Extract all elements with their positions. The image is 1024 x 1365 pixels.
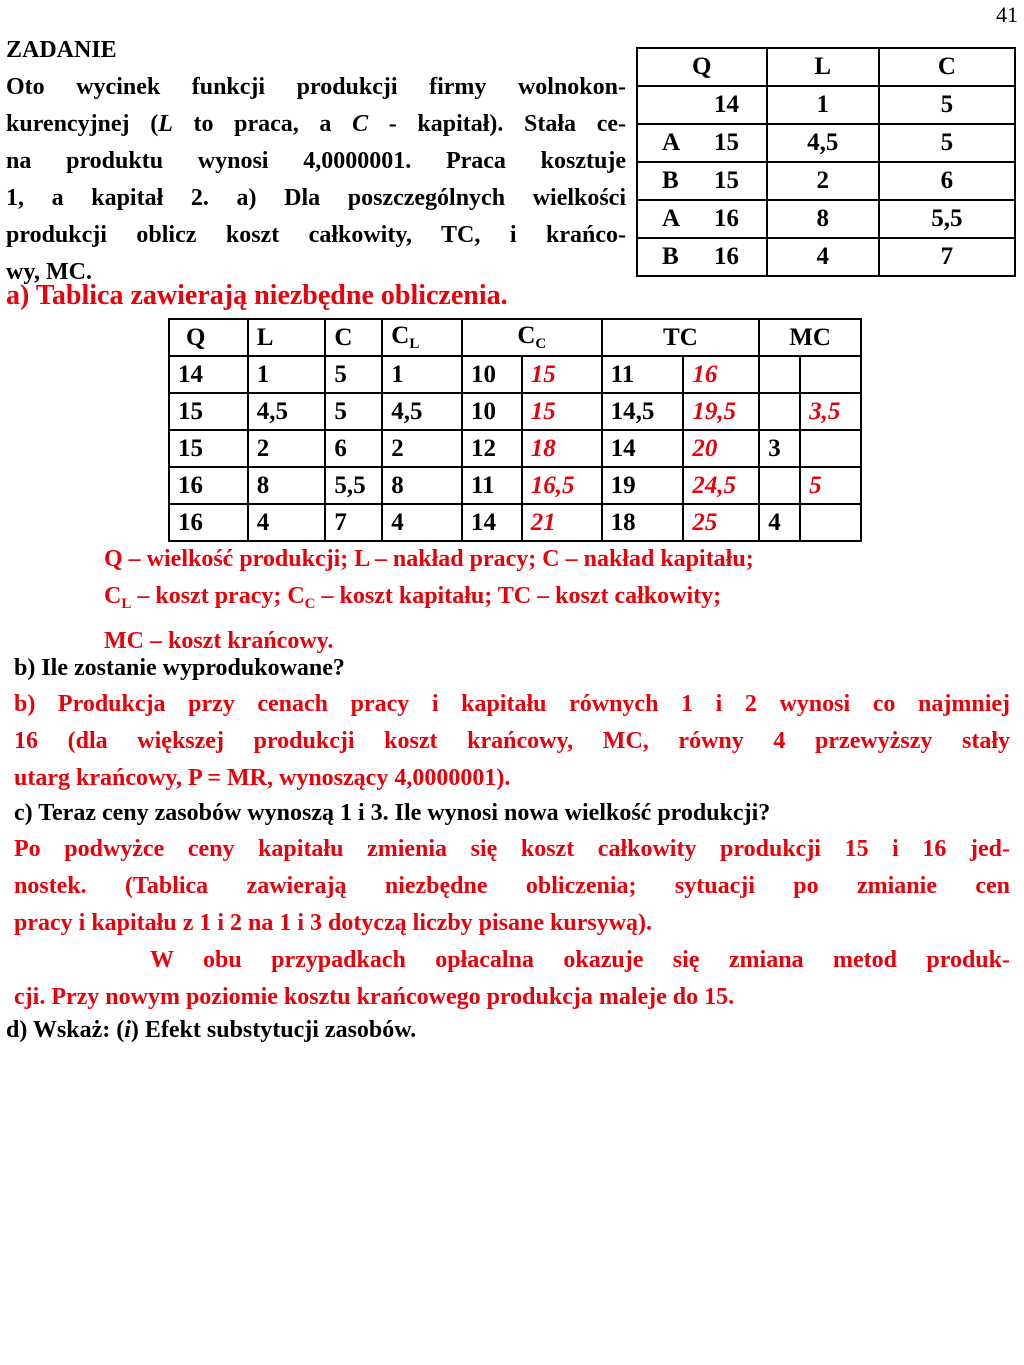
intro-line-5: produkcji oblicz koszt całkowity, TC, i krańco- [6, 222, 626, 248]
header-l: L [767, 48, 879, 86]
intro-line-6: wy, MC. [6, 259, 92, 285]
intro-line-3: na produktu wynosi 4,0000001. Praca kosztuje [6, 148, 626, 174]
table-row [637, 200, 1015, 238]
task-intro [6, 32, 626, 291]
l-cell: 4 [248, 504, 326, 541]
cl-cell: 4 [382, 504, 462, 541]
cl-cell: 8 [382, 467, 462, 504]
table-row [169, 356, 861, 393]
mc-cell: 3 [759, 430, 800, 467]
header-mc: MC [759, 319, 861, 356]
cc-cell: 10 [462, 356, 522, 393]
table-row [637, 124, 1015, 162]
q-cell: A 16 [637, 200, 767, 238]
table-header-row [637, 48, 1015, 86]
tc-new-cell: 25 [683, 504, 759, 541]
table-header-row [169, 319, 861, 356]
tc-new-cell: 20 [683, 430, 759, 467]
header-cl: $C_L$ [382, 319, 462, 356]
l-cell: 1 [248, 356, 326, 393]
cl-cell: 1 [382, 356, 462, 393]
q-cell: 16 [169, 504, 248, 541]
l-cell: 2 [248, 430, 326, 467]
c-cell: 7 [879, 238, 1015, 276]
c-cell: 5 [879, 86, 1015, 124]
answer-b-line-2: 16 (dla większej produkcji koszt krańcowy, MC, równy 4 przewyższy stały [14, 728, 1010, 754]
q-cell: 15 [169, 430, 248, 467]
mc-new-cell [800, 504, 861, 541]
cc-new-cell: 15 [522, 356, 602, 393]
answer-a: a) Tablica zawierają niezbędne obliczenia. [6, 280, 508, 311]
symbol-legend [104, 541, 754, 660]
header-q: Q [169, 319, 248, 356]
table-row [637, 162, 1015, 200]
c-cell: 5 [325, 393, 382, 430]
answer-b-line-1: b) Produkcja przy cenach pracy i kapitału równych 1 i 2 wynosi co najmniej [14, 691, 1010, 717]
tc-new-cell: 19,5 [683, 393, 759, 430]
question-d: d) Wskaż: (i) Efekt substytucji zasobów. [6, 1017, 417, 1043]
mc-new-cell [800, 356, 861, 393]
intro-line-4: 1, a kapitał 2. a) Dla poszczególnych wielkości [6, 185, 626, 211]
c-cell: 5,5 [879, 200, 1015, 238]
tc-cell: 11 [602, 356, 684, 393]
cost-calculation-table [168, 318, 862, 542]
answer-c [14, 831, 1010, 1016]
cc-cell: 11 [462, 467, 522, 504]
header-c: C [879, 48, 1015, 86]
task-title: ZADANIE [6, 37, 117, 63]
cc-new-cell: 15 [522, 393, 602, 430]
l-cell: 1 [767, 86, 879, 124]
mc-new-cell: 5 [800, 467, 861, 504]
table-row [169, 467, 861, 504]
page-number: 41 [996, 2, 1018, 27]
answer-b [14, 686, 1010, 797]
l-cell: 8 [248, 467, 326, 504]
legend-line-2: $C_L$ – koszt pracy; $C_C$ – koszt kapitału; TC – koszt całkowity; [104, 583, 722, 612]
cc-new-cell: 18 [522, 430, 602, 467]
mc-new-cell: 3,5 [800, 393, 861, 430]
question-c: c) Teraz ceny zasobów wynoszą 1 i 3. Ile wynosi nowa wielkość produkcji? [14, 800, 771, 826]
tc-cell: 19 [602, 467, 684, 504]
l-cell: 8 [767, 200, 879, 238]
header-l: L [248, 319, 326, 356]
q-cell: A 15 [637, 124, 767, 162]
table-row [637, 238, 1015, 276]
cc-new-cell: 16,5 [522, 467, 602, 504]
mc-cell [759, 467, 800, 504]
header-c: C [325, 319, 382, 356]
mc-cell [759, 393, 800, 430]
tc-new-cell: 24,5 [683, 467, 759, 504]
answer-b-line-3: utarg krańcowy, P = MR, wynoszący 4,0000001). [14, 765, 511, 791]
q-cell: 14 [637, 86, 767, 124]
header-cc: $C_C$ [462, 319, 602, 356]
question-b: b) Ile zostanie wyprodukowane? [14, 655, 345, 681]
cl-cell: 4,5 [382, 393, 462, 430]
answer-c-line-3: pracy i kapitału z 1 i 2 na 1 i 3 dotyczą liczby pisane kursywą). [14, 910, 653, 936]
cl-cell: 2 [382, 430, 462, 467]
table-row [637, 86, 1015, 124]
c-cell: 6 [325, 430, 382, 467]
q-cell: 15 [169, 393, 248, 430]
tc-new-cell: 16 [683, 356, 759, 393]
q-cell: B 16 [637, 238, 767, 276]
c-cell: 5,5 [325, 467, 382, 504]
header-q: Q [637, 48, 767, 86]
table-row [169, 393, 861, 430]
tc-cell: 14,5 [602, 393, 684, 430]
q-cell: 16 [169, 467, 248, 504]
mc-cell [759, 356, 800, 393]
table-row [169, 430, 861, 467]
cc-cell: 14 [462, 504, 522, 541]
answer-c-line-5: cji. Przy nowym poziomie kosztu krańcowego produkcja maleje do 15. [14, 984, 735, 1010]
l-cell: 2 [767, 162, 879, 200]
production-function-table [636, 47, 1016, 277]
q-cell: B 15 [637, 162, 767, 200]
c-cell: 6 [879, 162, 1015, 200]
legend-line-1: Q – wielkość produkcji; L – nakład pracy; C – nakład kapitału; [104, 546, 754, 572]
cc-cell: 10 [462, 393, 522, 430]
c-cell: 7 [325, 504, 382, 541]
q-cell: 14 [169, 356, 248, 393]
c-cell: 5 [325, 356, 382, 393]
header-tc: TC [602, 319, 760, 356]
intro-line-2: kurencyjnej (L to praca, a C - kapitał). Stała ce- [6, 111, 626, 137]
l-cell: 4,5 [248, 393, 326, 430]
intro-line-1: Oto wycinek funkcji produkcji firmy wolnokon- [6, 74, 626, 100]
l-cell: 4,5 [767, 124, 879, 162]
cc-cell: 12 [462, 430, 522, 467]
answer-c-line-2: nostek. (Tablica zawierają niezbędne obliczenia; sytuacji po zmianie cen [14, 873, 1010, 899]
table-row [169, 504, 861, 541]
l-cell: 4 [767, 238, 879, 276]
legend-line-3: MC – koszt krańcowy. [104, 628, 334, 654]
answer-c-line-4: W obu przypadkach opłacalna okazuje się zmiana metod produk- [150, 947, 1010, 973]
mc-cell: 4 [759, 504, 800, 541]
answer-c-line-1: Po podwyżce ceny kapitału zmienia się koszt całkowity produkcji 15 i 16 jed- [14, 836, 1010, 862]
tc-cell: 18 [602, 504, 684, 541]
tc-cell: 14 [602, 430, 684, 467]
cc-new-cell: 21 [522, 504, 602, 541]
c-cell: 5 [879, 124, 1015, 162]
mc-new-cell [800, 430, 861, 467]
